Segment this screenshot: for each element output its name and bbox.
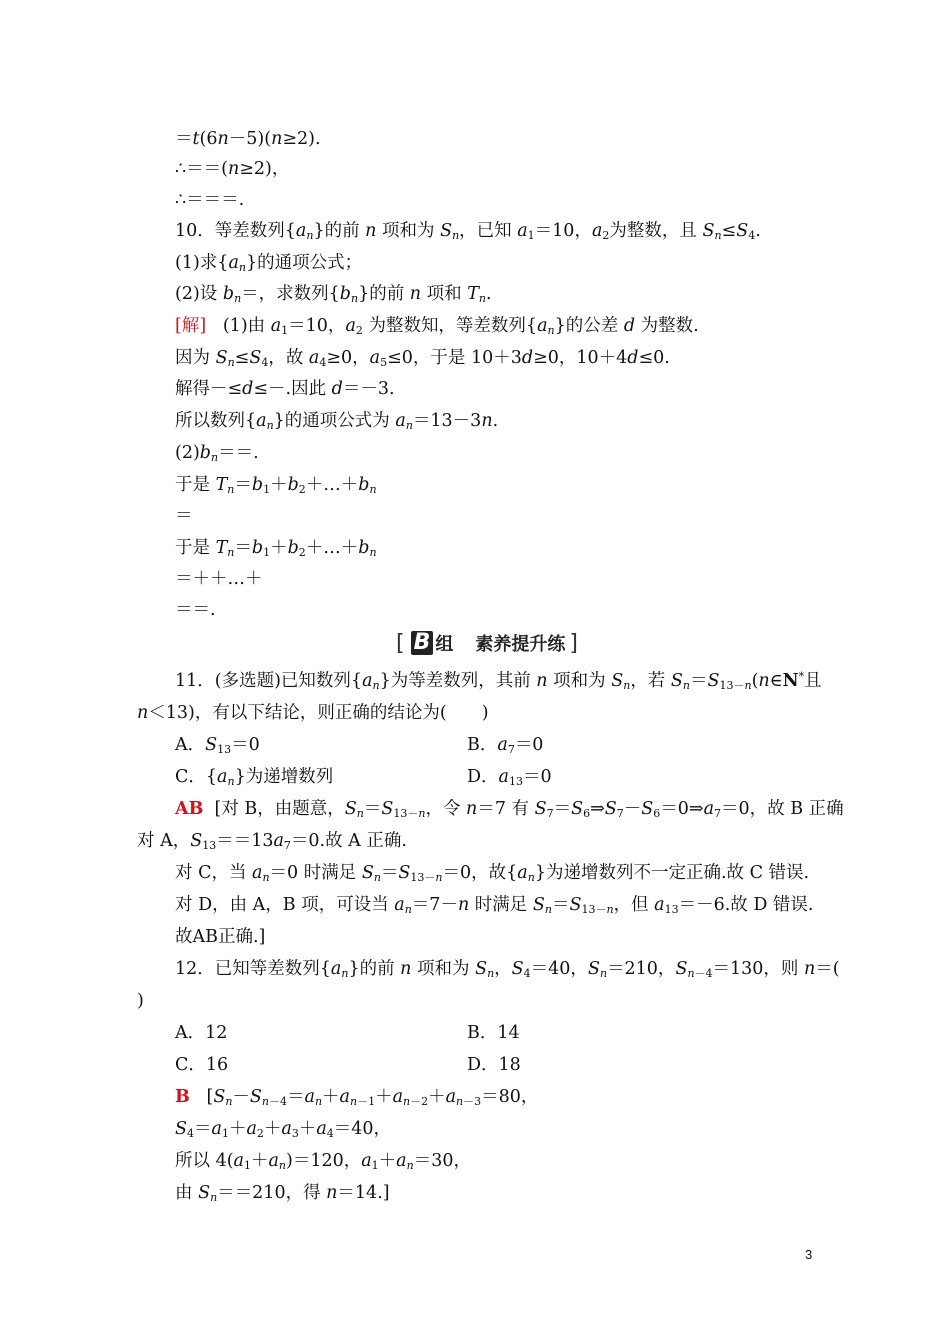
page-number: 3 (805, 1247, 813, 1262)
solution-tag: [解] (175, 316, 207, 336)
q11-option-b: B．$a_7=0$ (467, 735, 544, 756)
banner-letter: B (411, 631, 434, 655)
solution-line-3: 解得－≤d≤－.因此 d＝－3. (175, 379, 395, 399)
question-12-stem-a: 12．已知等差数列$\{a_n\}$的前 n 项和为 $S_n$，$S_4=40$，$S_n=210$，$S_{n-4}=130$，则 n＝( (175, 959, 840, 980)
banner-open-bracket: [ (396, 630, 405, 656)
section-banner (396, 630, 578, 656)
solution-line-8: 于是 $T_n=b_1+b_2+\dots+b_n$ (175, 538, 377, 559)
q12-option-d: D．18 (467, 1055, 521, 1075)
solution-line-9: ＝＋＋…＋ (175, 569, 263, 589)
line-2: ∴＝＝(n≥2)， (175, 159, 290, 179)
question-12-stem-b: ) (137, 991, 144, 1011)
q12-explanation-2: $S_4=a_1+a_2+a_3+a_4=40$， (175, 1119, 392, 1140)
q12-explanation-3: 所以 $4(a_1+a_n)=120$，$a_1+a_n=30$， (175, 1151, 471, 1172)
solution-line-6: 于是 $T_n=b_1+b_2+\dots+b_n$ (175, 475, 377, 496)
q11-option-a: A．$S_{13}=0$ (175, 735, 260, 756)
q11-option-d: D．$a_{13}=0$ (467, 767, 552, 788)
q11-option-c: C．$\{a_n\}$为递增数列 (175, 767, 334, 788)
solution-line-1: [解] (1)由 $a_1=10$，$a_2$ 为整数知，等差数列$\{a_n\}$的公差 d 为整数. (175, 316, 699, 337)
line-1: ＝t(6n－5)(n≥2). (175, 129, 321, 149)
q12-option-c: C．16 (175, 1055, 229, 1075)
q11-explanation-5: 故AB正确.] (175, 927, 266, 947)
q11-answer: AB (175, 799, 204, 819)
solution-line-4: 所以数列$\{a_n\}$的通项公式为 $a_n=13-3n$. (175, 411, 499, 432)
question-11-stem-a: 11．(多选题)已知数列$\{a_n\}$为等差数列，其前 n 项和为 $S_n$，若 $S_n=S_{13-n}(n\in N^*$且 (175, 670, 822, 692)
solution-line-2: 因为 $S_n\le S_4$，故 $a_4\ge 0$，$a_5\le 0$，于是 10＋3d≥0，10＋4d≤0. (175, 348, 670, 369)
question-10-part-1: (1)求$\{a_n\}$的通项公式； (175, 253, 363, 274)
banner-group: 组 (435, 634, 454, 655)
q12-explanation-1: B [$S_n-S_{n-4}=a_n+a_{n-1}+a_{n-2}+a_{n-3}=80$， (175, 1087, 539, 1108)
solution-line-7: ＝ (175, 506, 193, 526)
q12-option-a: A．12 (175, 1023, 228, 1043)
q11-explanation-4: 对 D，由 A，B 项，可设当 $a_n=7-n$ 时满足 $S_n=S_{13-n}$，但 $a_{13}=-6$.故 D 错误. (175, 895, 814, 916)
q11-explanation-1: AB [对 B，由题意，$S_n=S_{13-n}$，令 n＝7 有 $S_7=S_6\Rightarrow S_7-S_6=0\Rightarrow a_7=0$，故 B 正确 (175, 799, 844, 820)
q12-option-b: B．14 (467, 1023, 520, 1043)
solution-line-5: $(2)b_n==$. (175, 443, 259, 464)
q12-answer: B (175, 1087, 190, 1107)
line-3: ∴＝＝＝. (175, 190, 245, 210)
question-10-part-2: (2)设 $b_n=$，求数列$\{b_n\}$的前 n 项和 $T_n$. (175, 284, 492, 305)
banner-title: 素养提升练 (475, 634, 566, 655)
question-10-stem: 10．等差数列$\{a_n\}$的前 n 项和为 $S_n$，已知 $a_1=10$，$a_2$为整数，且 $S_n\le S_4$. (175, 221, 761, 242)
q12-explanation-4: 由 $S_n==210$，得 n＝14.] (175, 1183, 390, 1204)
q11-explanation-2: 对 A，$S_{13}==13a_7=0$.故 A 正确. (137, 831, 407, 852)
question-11-stem-b: n＜13)，有以下结论，则正确的结论为( ) (137, 703, 489, 723)
banner-close-bracket: ] (569, 630, 578, 656)
solution-line-10: ＝＝. (175, 600, 216, 620)
q11-explanation-3: 对 C，当 $a_n=0$ 时满足 $S_n=S_{13-n}=0$，故$\{a_n\}$为递增数列不一定正确.故 C 错误. (175, 863, 810, 884)
